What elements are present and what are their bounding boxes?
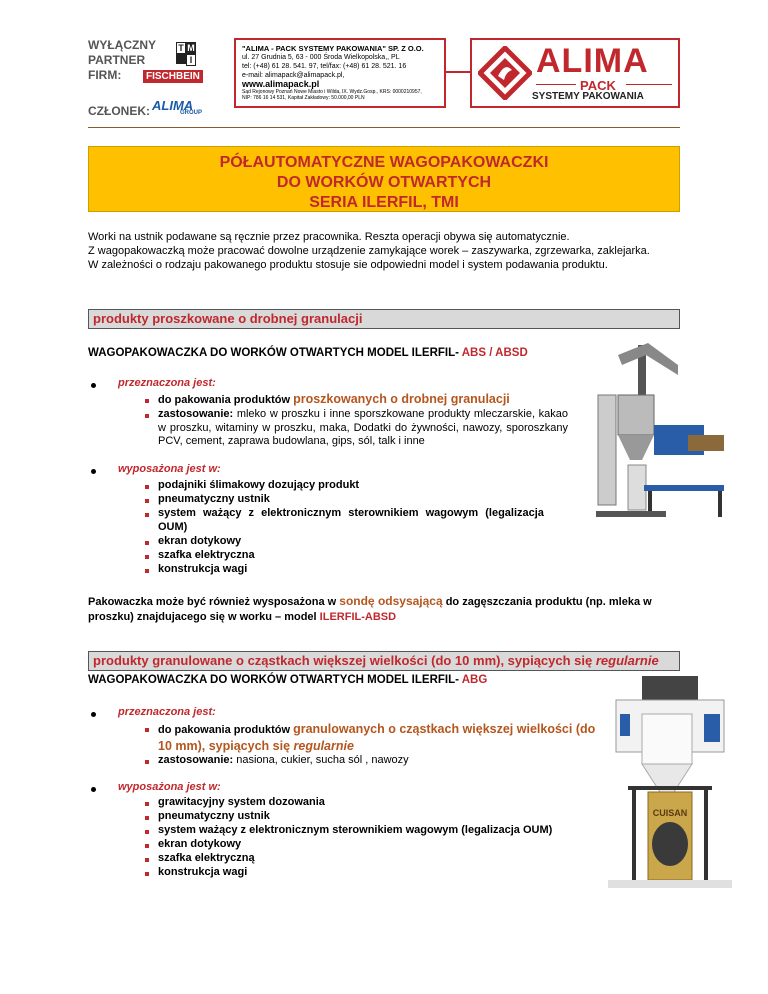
section-bar-granular: produkty granulowane o cząstkach większej wielkości (do 10 mm), sypiących się regularnie [88, 651, 680, 671]
usage-item: zastosowanie: nasiona, cukier, sucha sól , nawozy [158, 754, 409, 766]
purpose-item: do pakowania produktów proszkowanych o drobnej granulacji [158, 392, 510, 406]
purpose-heading: przeznaczona jest: [118, 377, 216, 389]
machine-abg-image [608, 674, 732, 890]
logo-subtitle: SYSTEMY PAKOWANIA [532, 91, 644, 102]
company-phone: tel: (+48) 61 28. 541. 97, tel/fax: (+48) 61 28. 521. 16 [242, 63, 407, 70]
member-label: CZŁONEK: [88, 104, 150, 118]
usage-item: zastosowanie: mleko w proszku i inne sporszkowane produkty mleczarskie, kakao w proszku, witaminy w proszku, maka, Dodatki do żywności, nawozy, sporoszkany PCV, cement, zaprawa budowlana, gips, sól, talk i inne [158, 408, 568, 447]
equipment-item: system ważący z elektronicznym sterownikiem wagowym (legalizacja OUM) [158, 507, 544, 533]
alima-group-logo: ALIMA GROUP [152, 98, 203, 116]
company-email[interactable]: e-mail: alimapack@alimapack.pl, [242, 72, 345, 79]
tmi-logo: T M I [176, 42, 196, 64]
equipment-item: konstrukcja wagi [158, 866, 248, 878]
logo-pack: PACK [580, 78, 616, 93]
bullet-dot [91, 712, 96, 717]
alima-pack-logo [470, 38, 680, 108]
partner-line-2: PARTNER [88, 53, 146, 67]
partner-line-1: WYŁĄCZNY [88, 38, 156, 52]
fischbein-logo: FISCHBEIN [143, 70, 203, 83]
model-heading-abs: WAGOPAKOWACZKA DO WORKÓW OTWARTYCH MODEL ILERFIL- ABS / ABSD [88, 347, 528, 359]
square-bullet [145, 414, 149, 418]
equipment-heading: wyposażona jest w: [118, 463, 221, 475]
partner-line-3: FIRM: [88, 68, 122, 82]
company-name: "ALIMA - PACK SYSTEMY PAKOWANIA" SP. Z O.O. [242, 44, 424, 53]
bag-brand: CUISAN [652, 808, 688, 818]
machine-abs-image [578, 335, 728, 535]
equipment-item: pneumatyczny ustnik [158, 810, 270, 822]
equipment-item: szafka elektryczna [158, 549, 255, 561]
title-box [88, 146, 680, 212]
equipment-item: pneumatyczny ustnik [158, 493, 270, 505]
diamond-icon [478, 46, 532, 100]
square-bullet [145, 399, 149, 403]
logo-word: ALIMA [536, 42, 649, 80]
equipment-item: system ważący z elektronicznym sterownikiem wagowym (legalizacja OUM) [158, 824, 553, 836]
equipment-item: szafka elektryczną [158, 852, 255, 864]
section-bar-powder: produkty proszkowane o drobnej granulacji [88, 309, 680, 329]
equipment-item: ekran dotykowy [158, 535, 242, 547]
logo-connector [446, 71, 470, 73]
company-legal-1: Sąd Rejonowy Poznań Nowe Miasto i Wilda, IX. Wydz.Gosp., KRS: 0000210957, [242, 89, 422, 95]
equipment-item: grawitacyjny system dozowania [158, 796, 325, 808]
bullet-dot [91, 383, 96, 388]
title-line-3: SERIA ILERFIL, TMI [309, 194, 459, 211]
header-divider [88, 127, 680, 128]
equipment-item: ekran dotykowy [158, 838, 242, 850]
title-line-1: PÓŁAUTOMATYCZNE WAGOPAKOWACZKI [219, 154, 549, 171]
intro-line-2: Z wagopakowaczką może pracować dowolne urządzenie zamykające worek – zaszywarka, zgrzewarka, zaklejarka. [88, 245, 650, 257]
company-website[interactable]: www.alimapack.pl [242, 79, 320, 89]
equipment-item: konstrukcja wagi [158, 563, 248, 575]
title-line-2: DO WORKÓW OTWARTYCH [276, 174, 492, 191]
company-address: ul. 27 Grudnia 5, 63 - 000 Środa Wielkopolska,, PL [242, 54, 400, 61]
intro-line-1: Worki na ustnik podawane są ręcznie przez pracownika. Reszta operacji obywa się automatycznie. [88, 231, 570, 243]
purpose-heading: przeznaczona jest: [118, 706, 216, 718]
intro-line-3: W zależności o rodzaju pakowanego produktu stosuje sie odpowiedni model i system podawania produktu. [88, 259, 608, 271]
exclusive-partner-block [88, 38, 212, 100]
equipment-heading: wyposażona jest w: [118, 781, 221, 793]
absd-note: Pakowaczka może być również wysposażona w sondę odsysającą do zagęszczania produktu (np. mleka w proszku) znajdujacego się w worku – model ILERFIL-ABSD [88, 594, 652, 623]
company-legal-2: NIP: 786 16 14 531, Kapitał Zakładowy: 50.000,00 PLN [242, 95, 365, 101]
bullet-dot [91, 469, 96, 474]
intro-text [88, 230, 680, 272]
model-heading-abg: WAGOPAKOWACZKA DO WORKÓW OTWARTYCH MODEL ILERFIL- ABG [88, 674, 488, 686]
purpose-item: do pakowania produktów granulowanych o cząstkach większej wielkości (do 10 mm), sypiących się regularnie [158, 722, 596, 753]
company-info-box [234, 38, 446, 108]
equipment-item: podajniki ślimakowy dozujący produkt [158, 479, 360, 491]
bullet-dot [91, 787, 96, 792]
